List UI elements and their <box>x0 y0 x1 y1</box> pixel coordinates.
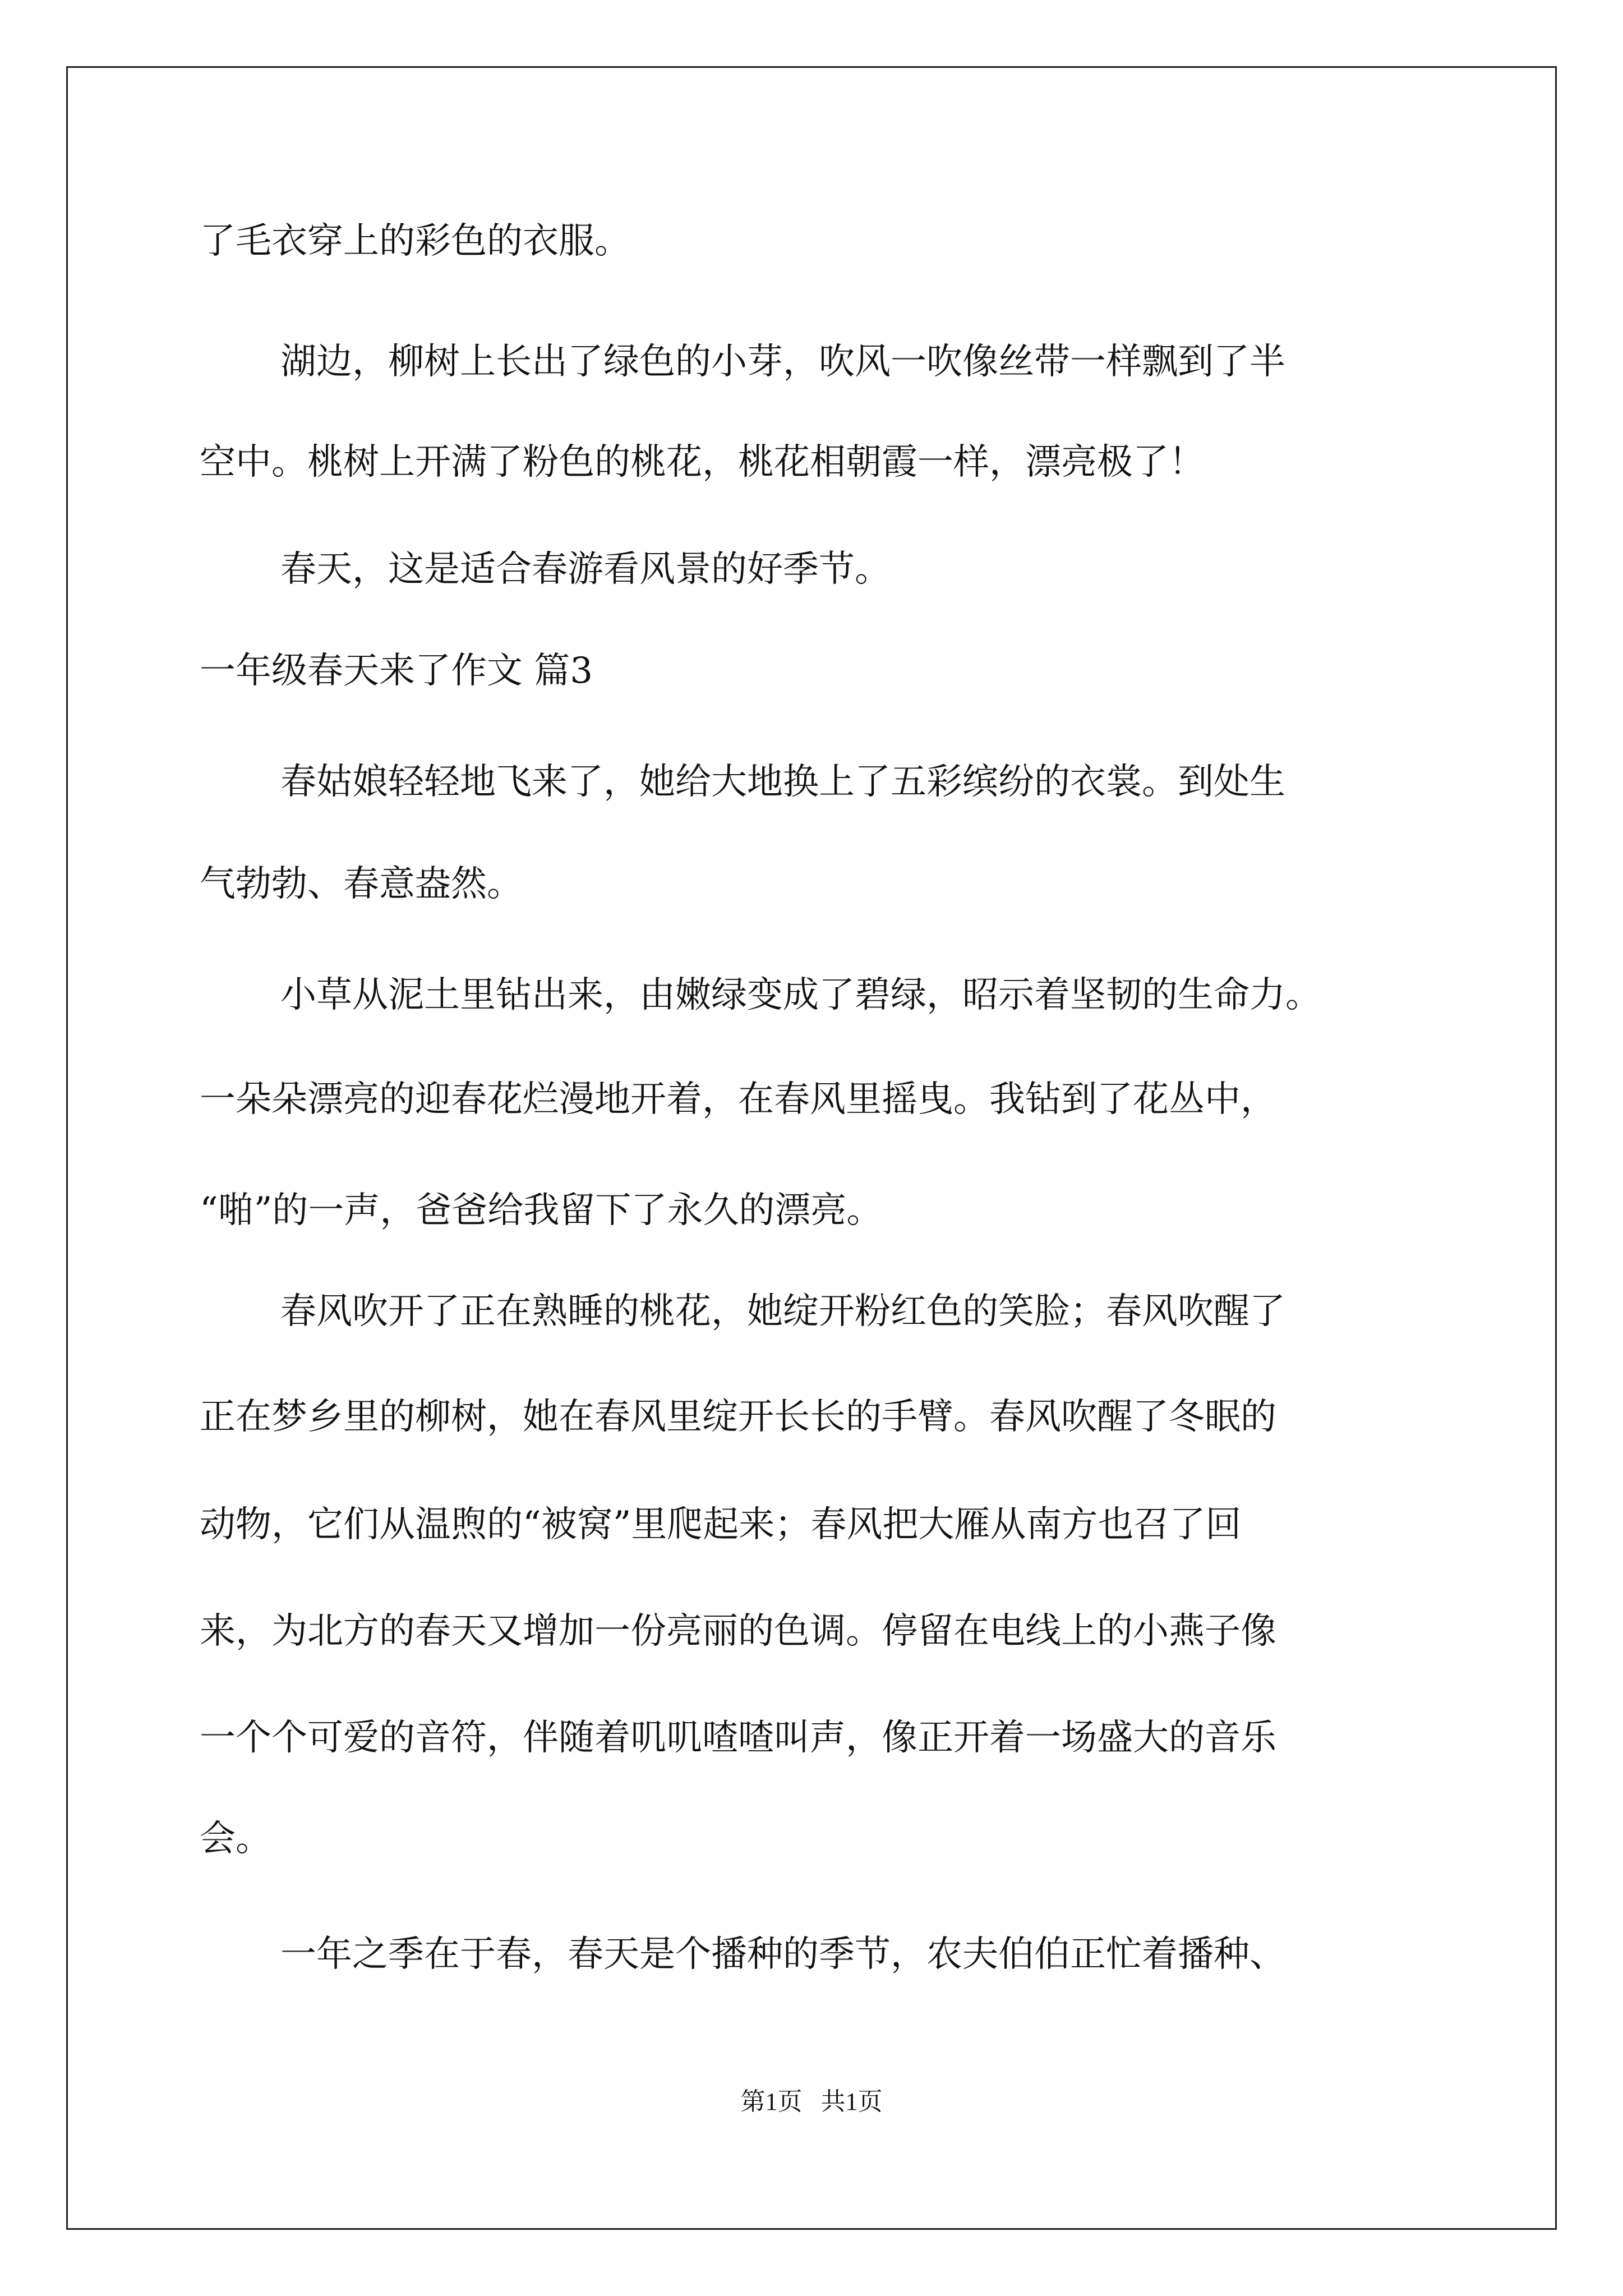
text-line: 春天，这是适合春游看风景的好季节。 <box>280 549 891 590</box>
text-line: 小草从泥土里钻出来，由嫩绿变成了碧绿，昭示着坚韧的生命力。 <box>280 974 1321 1016</box>
text-line: 了毛衣穿上的彩色的衣服。 <box>200 220 630 262</box>
text-line: 春姑娘轻轻地飞来了，她给大地换上了五彩缤纷的衣裳。到处生 <box>280 761 1285 803</box>
text-line: 一年之季在于春，春天是个播种的季节，农夫伯伯正忙着播种、 <box>280 1934 1285 1975</box>
text-line: 一朵朵漂亮的迎春花烂漫地开着，在春风里摇曳。我钻到了花丛中， <box>200 1079 1276 1120</box>
text-line: 一个个可爱的音符，伴随着叽叽喳喳叫声，像正开着一场盛大的音乐 <box>200 1717 1276 1759</box>
page-footer: 第1页 共1页 <box>740 2088 883 2115</box>
text-line: 气勃勃、春意盎然。 <box>200 863 523 905</box>
text-line: 春风吹开了正在熟睡的桃花，她绽开粉红色的笑脸；春风吹醒了 <box>280 1291 1285 1332</box>
text-line: 空中。桃树上开满了粉色的桃花，桃花相朝霞一样，漂亮极了！ <box>200 441 1205 483</box>
text-line: 湖边，柳树上长出了绿色的小芽，吹风一吹像丝带一样飘到了半 <box>280 341 1285 383</box>
section-heading: 一年级春天来了作文 篇3 <box>200 650 593 692</box>
text-line: 正在梦乡里的柳树，她在春风里绽开长长的手臂。春风吹醒了冬眠的 <box>200 1396 1276 1438</box>
text-line: 动物，它们从温煦的“被窝”里爬起来；春风把大雁从南方也召了回 <box>200 1504 1242 1545</box>
text-line: 来，为北方的春天又增加一份亮丽的色调。停留在电线上的小燕子像 <box>200 1611 1276 1652</box>
text-line: 会。 <box>200 1818 271 1860</box>
page-border <box>66 66 1557 2230</box>
text-line: “啪”的一声，爸爸给我留下了永久的漂亮。 <box>200 1190 883 1231</box>
